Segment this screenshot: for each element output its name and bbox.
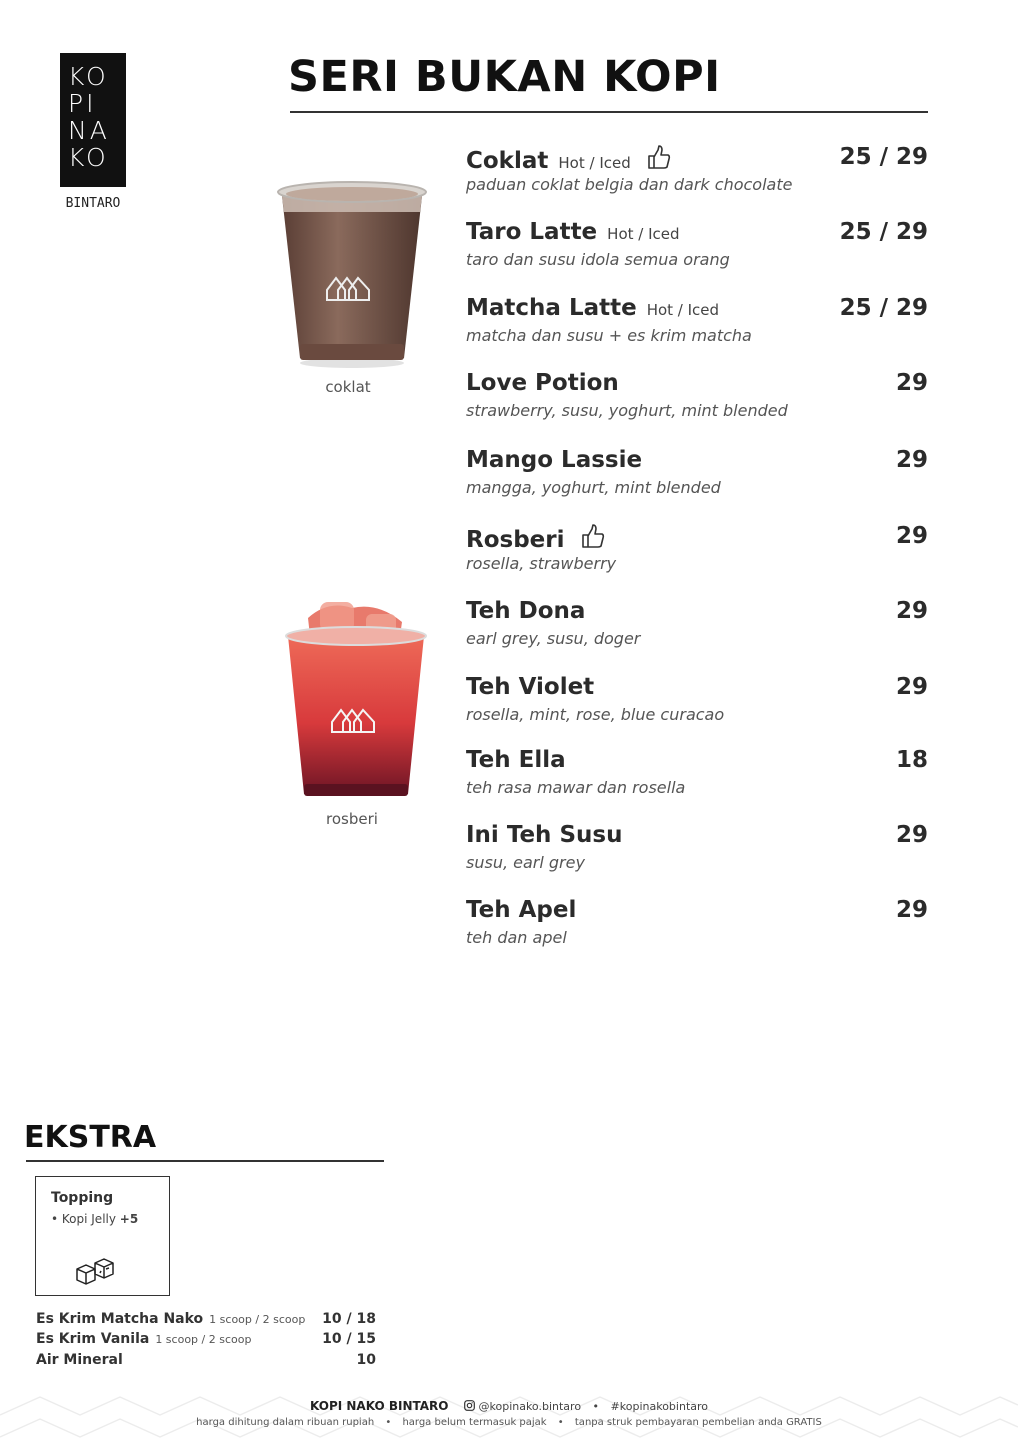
footer-instagram[interactable]: @kopinako.bintaro [478,1400,582,1413]
extra-item-price: 10 / 18 [322,1311,376,1327]
topping-title: Topping [51,1190,114,1206]
item-price: 25 / 29 [839,144,928,170]
menu-item-rosberi [466,523,928,583]
item-name: Teh Apel [466,897,577,923]
menu-item-matcha-latte [466,295,928,355]
item-description: mangga, yoghurt, mint blended [466,478,721,497]
item-name: Matcha Latte [466,295,637,321]
item-tag: Hot / Iced [558,154,631,172]
logo-text-row: KO [68,143,109,172]
footer-separator: • [592,1400,600,1413]
item-description: strawberry, susu, yoghurt, mint blended [466,401,788,420]
logo-text-row: KO [68,62,109,91]
item-description: paduan coklat belgia dan dark chocolate [466,175,793,194]
extra-item-row [36,1352,376,1370]
image-caption: rosberi [326,810,378,828]
item-name: Love Potion [466,370,619,396]
item-name: Teh Ella [466,747,566,773]
logo-subtitle: BINTARO [65,196,121,211]
item-name: Teh Dona [466,598,586,624]
menu-item-ini-teh-susu [466,822,928,882]
footer-contact [0,1399,1018,1413]
cube-icon [75,1255,117,1287]
extra-item-row [36,1331,376,1349]
extra-item-name: Es Krim Matcha Nako [36,1311,204,1327]
item-description: susu, earl grey [466,853,585,872]
footer-notes [0,1417,1018,1428]
ekstra-title: EKSTRA [24,1120,157,1155]
item-description: teh dan apel [466,928,567,947]
extra-item-price: 10 / 15 [322,1331,376,1347]
page-title: SERI BUKAN KOPI [288,52,721,102]
footer-note: harga dihitung dalam ribuan rupiah [196,1417,375,1428]
item-price: 25 / 29 [839,219,928,245]
footer-separator: • [385,1417,392,1428]
menu-item-teh-ella [466,747,928,807]
item-name: Taro Latte [466,219,598,245]
item-name-row [466,523,605,553]
ekstra-divider [26,1160,384,1162]
item-price: 29 [895,897,928,923]
logo-text-row: PI [68,89,97,118]
item-price: 29 [895,674,928,700]
item-price: 29 [895,523,928,549]
item-name-row [466,219,680,245]
item-price: 25 / 29 [839,295,928,321]
logo-text-row: NA [68,116,110,145]
topping-card [35,1176,170,1296]
brand-logo [60,53,126,187]
item-description: earl grey, susu, doger [466,629,641,648]
item-name: Rosberi [466,527,565,553]
footer-separator: • [557,1417,564,1428]
item-tag: Hot / Iced [646,301,720,319]
thumbs-up-icon [581,523,605,549]
extra-item-row [36,1311,376,1329]
image-caption: coklat [325,378,371,396]
item-price: 18 [895,747,928,773]
instagram-icon [464,1400,475,1411]
topping-item-label: • Kopi Jelly [51,1212,116,1226]
coklat-drink-image [272,178,432,370]
menu-item-coklat [466,144,928,204]
thumbs-up-icon [647,144,671,170]
item-tag: Hot / Iced [607,225,680,243]
extra-item-name-row [36,1311,305,1327]
item-price: 29 [895,598,928,624]
item-name-row [466,144,671,174]
menu-item-teh-dona [466,598,928,658]
topping-item-price: +5 [119,1212,139,1226]
menu-item-love-potion [466,370,928,430]
item-description: teh rasa mawar dan rosella [466,778,686,797]
item-description: rosella, strawberry [466,554,617,573]
rosberi-drink-image [280,598,432,804]
item-price: 29 [895,447,928,473]
footer-note: tanpa struk pembayaran pembelian anda GRATIS [574,1417,822,1428]
item-name: Coklat [466,148,549,174]
item-name: Teh Violet [466,674,595,700]
menu-item-taro-latte [466,219,928,279]
menu-item-teh-violet [466,674,928,734]
extra-item-name: Es Krim Vanila [36,1331,150,1347]
item-name: Ini Teh Susu [466,822,623,848]
extra-item-name-row [36,1331,251,1347]
item-description: taro dan susu idola semua orang [466,250,730,269]
footer-note: harga belum termasuk pajak [402,1417,547,1428]
menu-item-mango-lassie [466,447,928,507]
item-name: Mango Lassie [466,447,643,473]
item-price: 29 [895,822,928,848]
footer-hashtag[interactable]: #kopinakobintaro [610,1400,709,1413]
item-price: 29 [895,370,928,396]
extra-item-name: Air Mineral [36,1352,123,1368]
topping-item [51,1212,138,1226]
extra-item-size: 1 scoop / 2 scoop [209,1313,306,1326]
title-divider [290,111,928,113]
extra-item-price: 10 [356,1352,376,1368]
footer-brand: KOPI NAKO BINTARO [309,1399,449,1413]
menu-item-teh-apel [466,897,928,957]
item-name-row [466,295,719,321]
item-description: rosella, mint, rose, blue curacao [466,705,725,724]
extra-item-size: 1 scoop / 2 scoop [155,1333,252,1346]
item-description: matcha dan susu + es krim matcha [466,326,752,345]
